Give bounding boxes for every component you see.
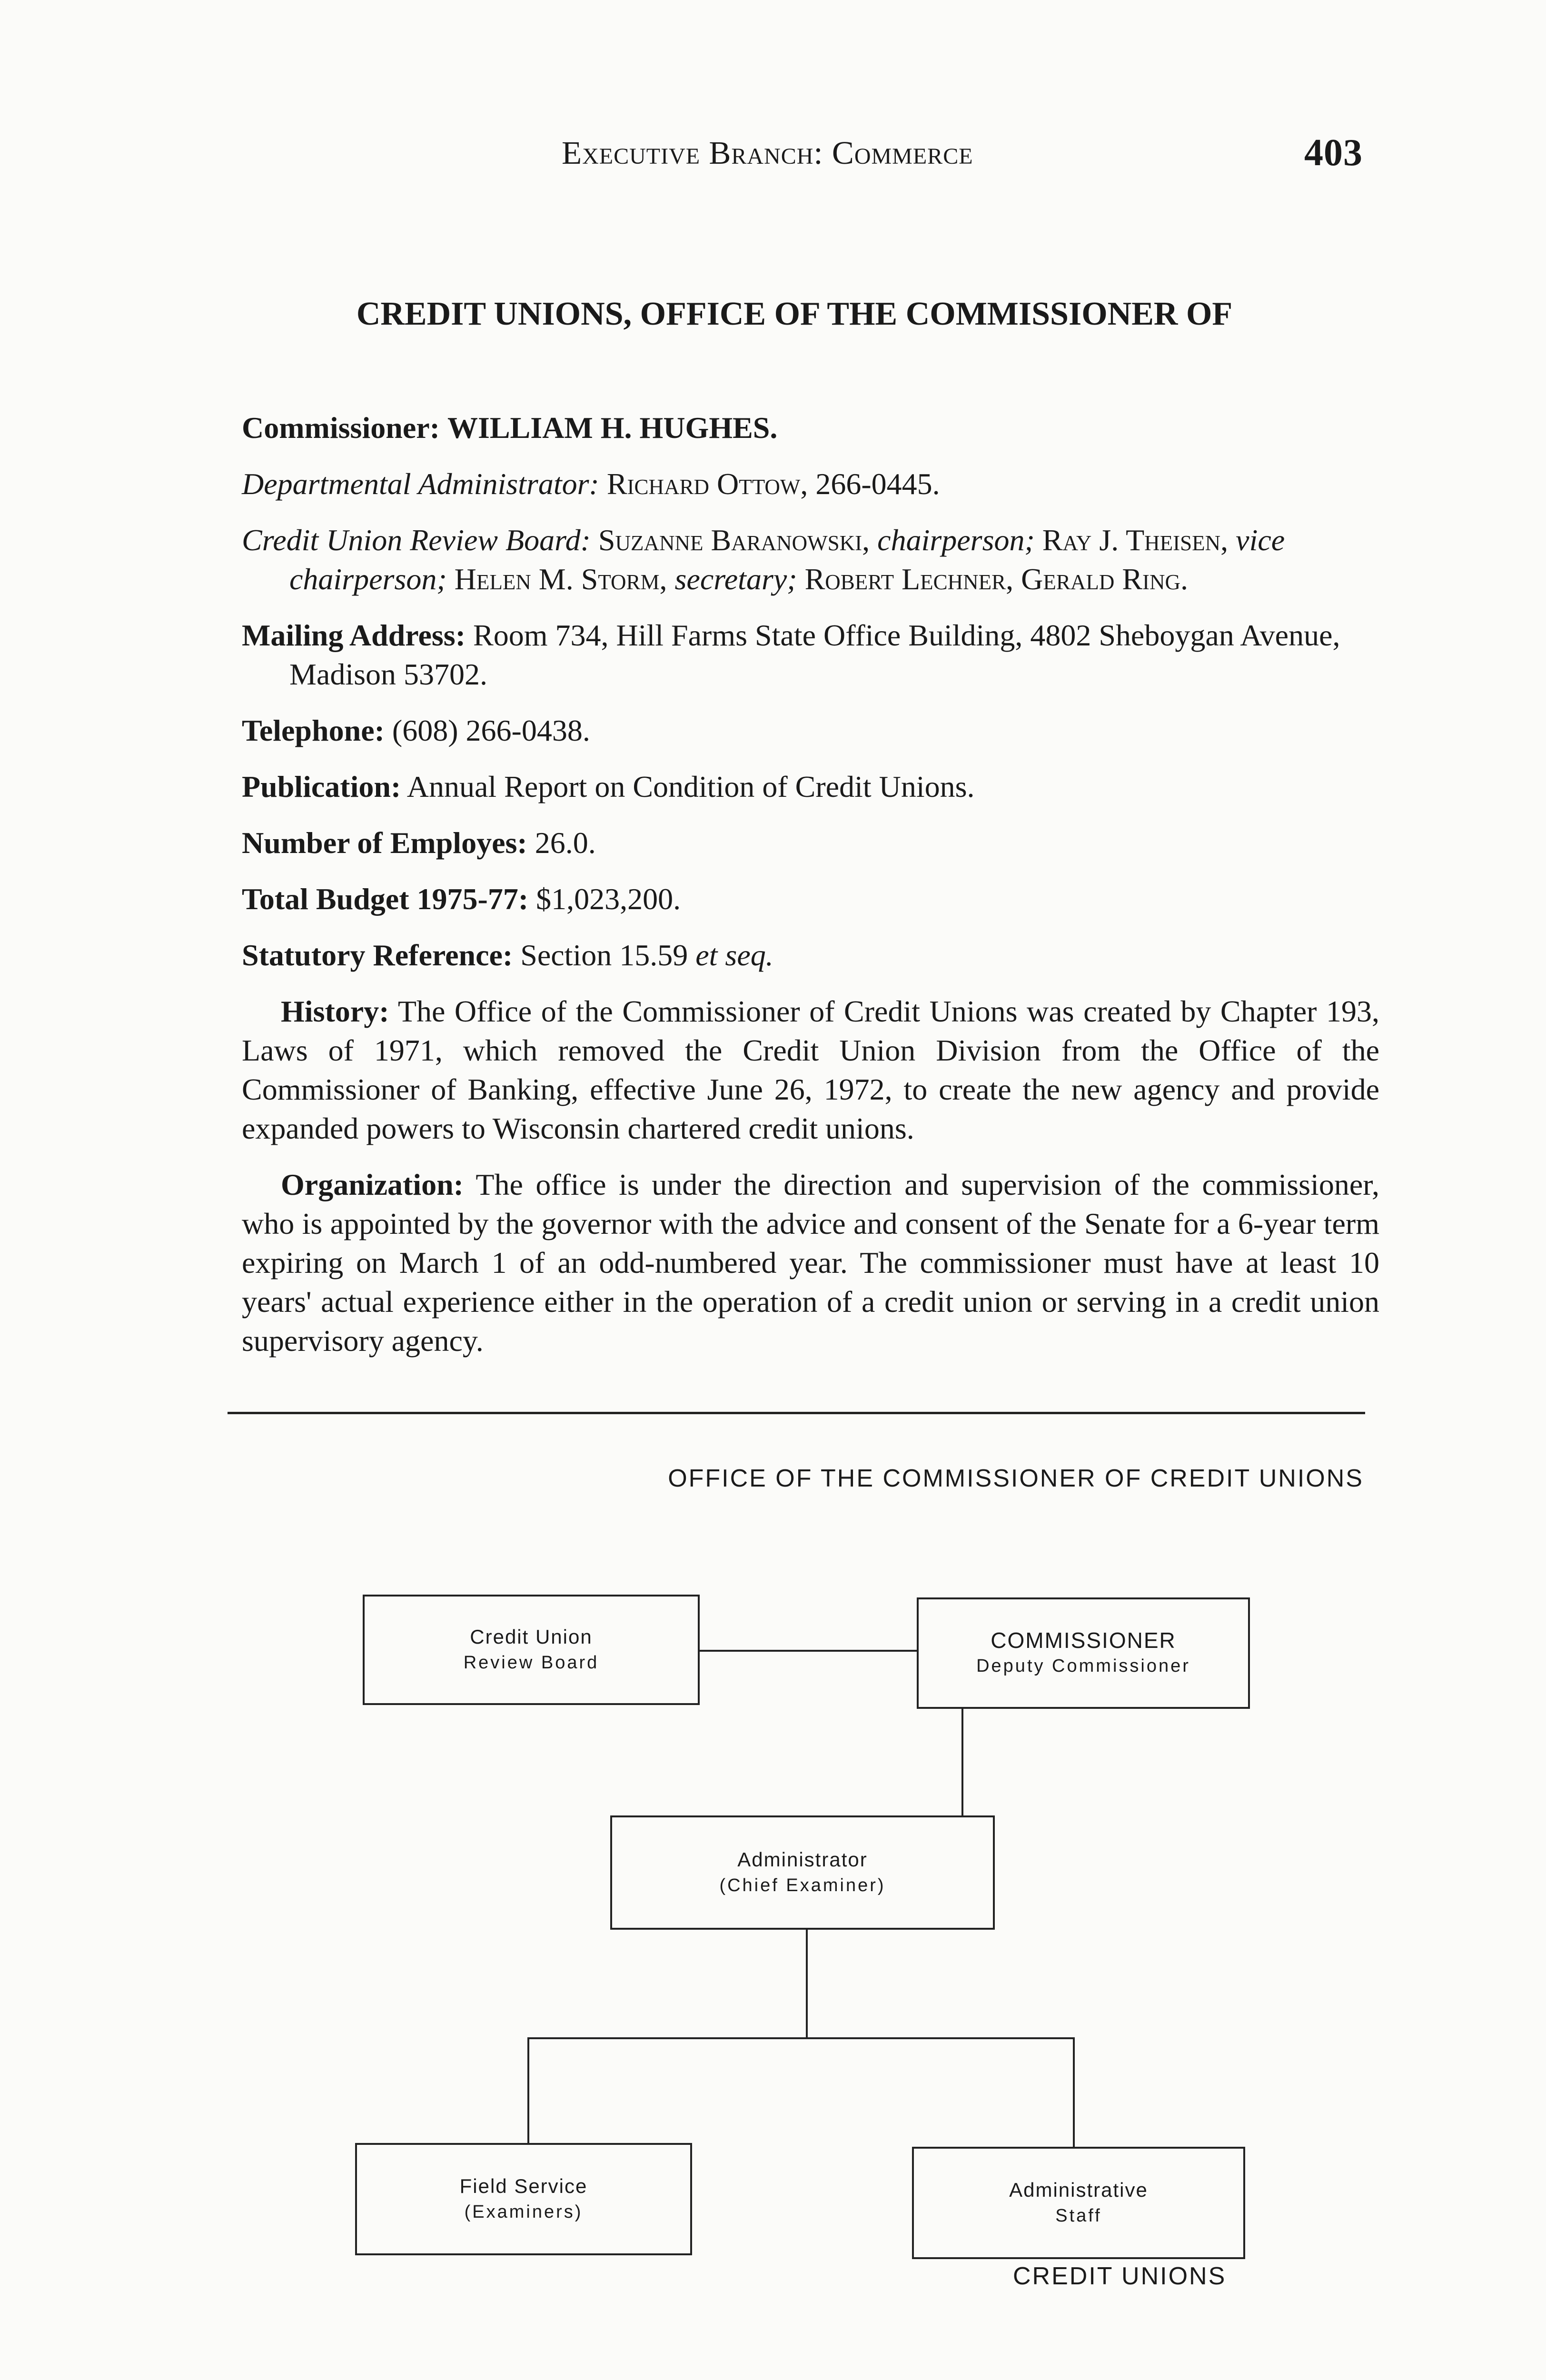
department-title: CREDIT UNIONS, OFFICE OF THE COMMISSIONER OF: [356, 296, 1233, 332]
budget-entry: Total Budget 1975-77: $1,023,200.: [242, 882, 681, 916]
running-header: Executive Branch: Commerce: [562, 135, 973, 171]
admin-branch-connector: [806, 1929, 808, 2038]
admin-staff-connector: [1073, 2037, 1075, 2148]
telephone-entry: Telephone: (608) 266-0438.: [242, 714, 590, 747]
organization-paragraph: Organization: The office is under the direction and supervision of the commissioner, who is appointed by the governor with the advice and consent of the Senate for a 6-year term expiring on March 1 of an odd-numbered year. The commissioner must have at least 10 years' actual experience either in the operation of a credit union or serving in a credit union supervisory agency.: [242, 1168, 1380, 1358]
board-commissioner-connector: [698, 1650, 919, 1652]
directory-entries: [242, 408, 1379, 1378]
review-board-entry: Credit Union Review Board: Suzanne Baranowski, chairperson; Ray J. Theisen, vice chairperson; Helen M. Storm, secretary; Robert Lechner, Gerald Ring.: [242, 523, 1285, 596]
commissioner-name: WILLIAM H. HUGHES.: [447, 411, 778, 445]
section-divider: [228, 1412, 1365, 1414]
publication-entry: Publication: Annual Report on Condition of Credit Unions.: [242, 770, 975, 803]
commissioner-admin-connector: [961, 1709, 963, 1816]
administrative-staff-box: Administrative Staff: [912, 2147, 1245, 2259]
administrator-entry: Departmental Administrator: Richard Ottow, 266-0445.: [242, 467, 940, 501]
statutory-entry: Statutory Reference: Section 15.59 et seq.: [242, 938, 773, 972]
administrator-box: Administrator (Chief Examiner): [610, 1815, 995, 1930]
field-service-box: Field Service (Examiners): [355, 2143, 692, 2255]
running-footer: CREDIT UNIONS: [1013, 2262, 1227, 2290]
commissioner-entry: Commissioner: WILLIAM H. HUGHES.: [242, 411, 778, 445]
page-number: 403: [1304, 132, 1363, 174]
credit-union-review-board-box: Credit Union Review Board: [363, 1595, 700, 1705]
commissioner-box: COMMISSIONER Deputy Commissioner: [917, 1597, 1250, 1709]
employees-entry: Number of Employes: 26.0.: [242, 826, 596, 860]
history-paragraph: History: The Office of the Commissioner of Credit Unions was created by Chapter 193, Laws of 1971, which removed the Credit Union Division from the Office of the Commissioner of Banking, effective June 26, 1972, to create the new agency and provide expanded powers to Wisconsin chartered credit unions.: [242, 994, 1380, 1145]
field-service-connector: [527, 2037, 529, 2145]
mailing-address-entry: Mailing Address: Room 734, Hill Farms State Office Building, 4802 Sheboygan Avenue, Madison 53702.: [242, 618, 1340, 691]
administrator-name: Richard Ottow: [606, 467, 801, 501]
branch-horizontal-connector: [527, 2037, 1075, 2039]
org-chart-title: OFFICE OF THE COMMISSIONER OF CREDIT UNIONS: [668, 1465, 1364, 1492]
